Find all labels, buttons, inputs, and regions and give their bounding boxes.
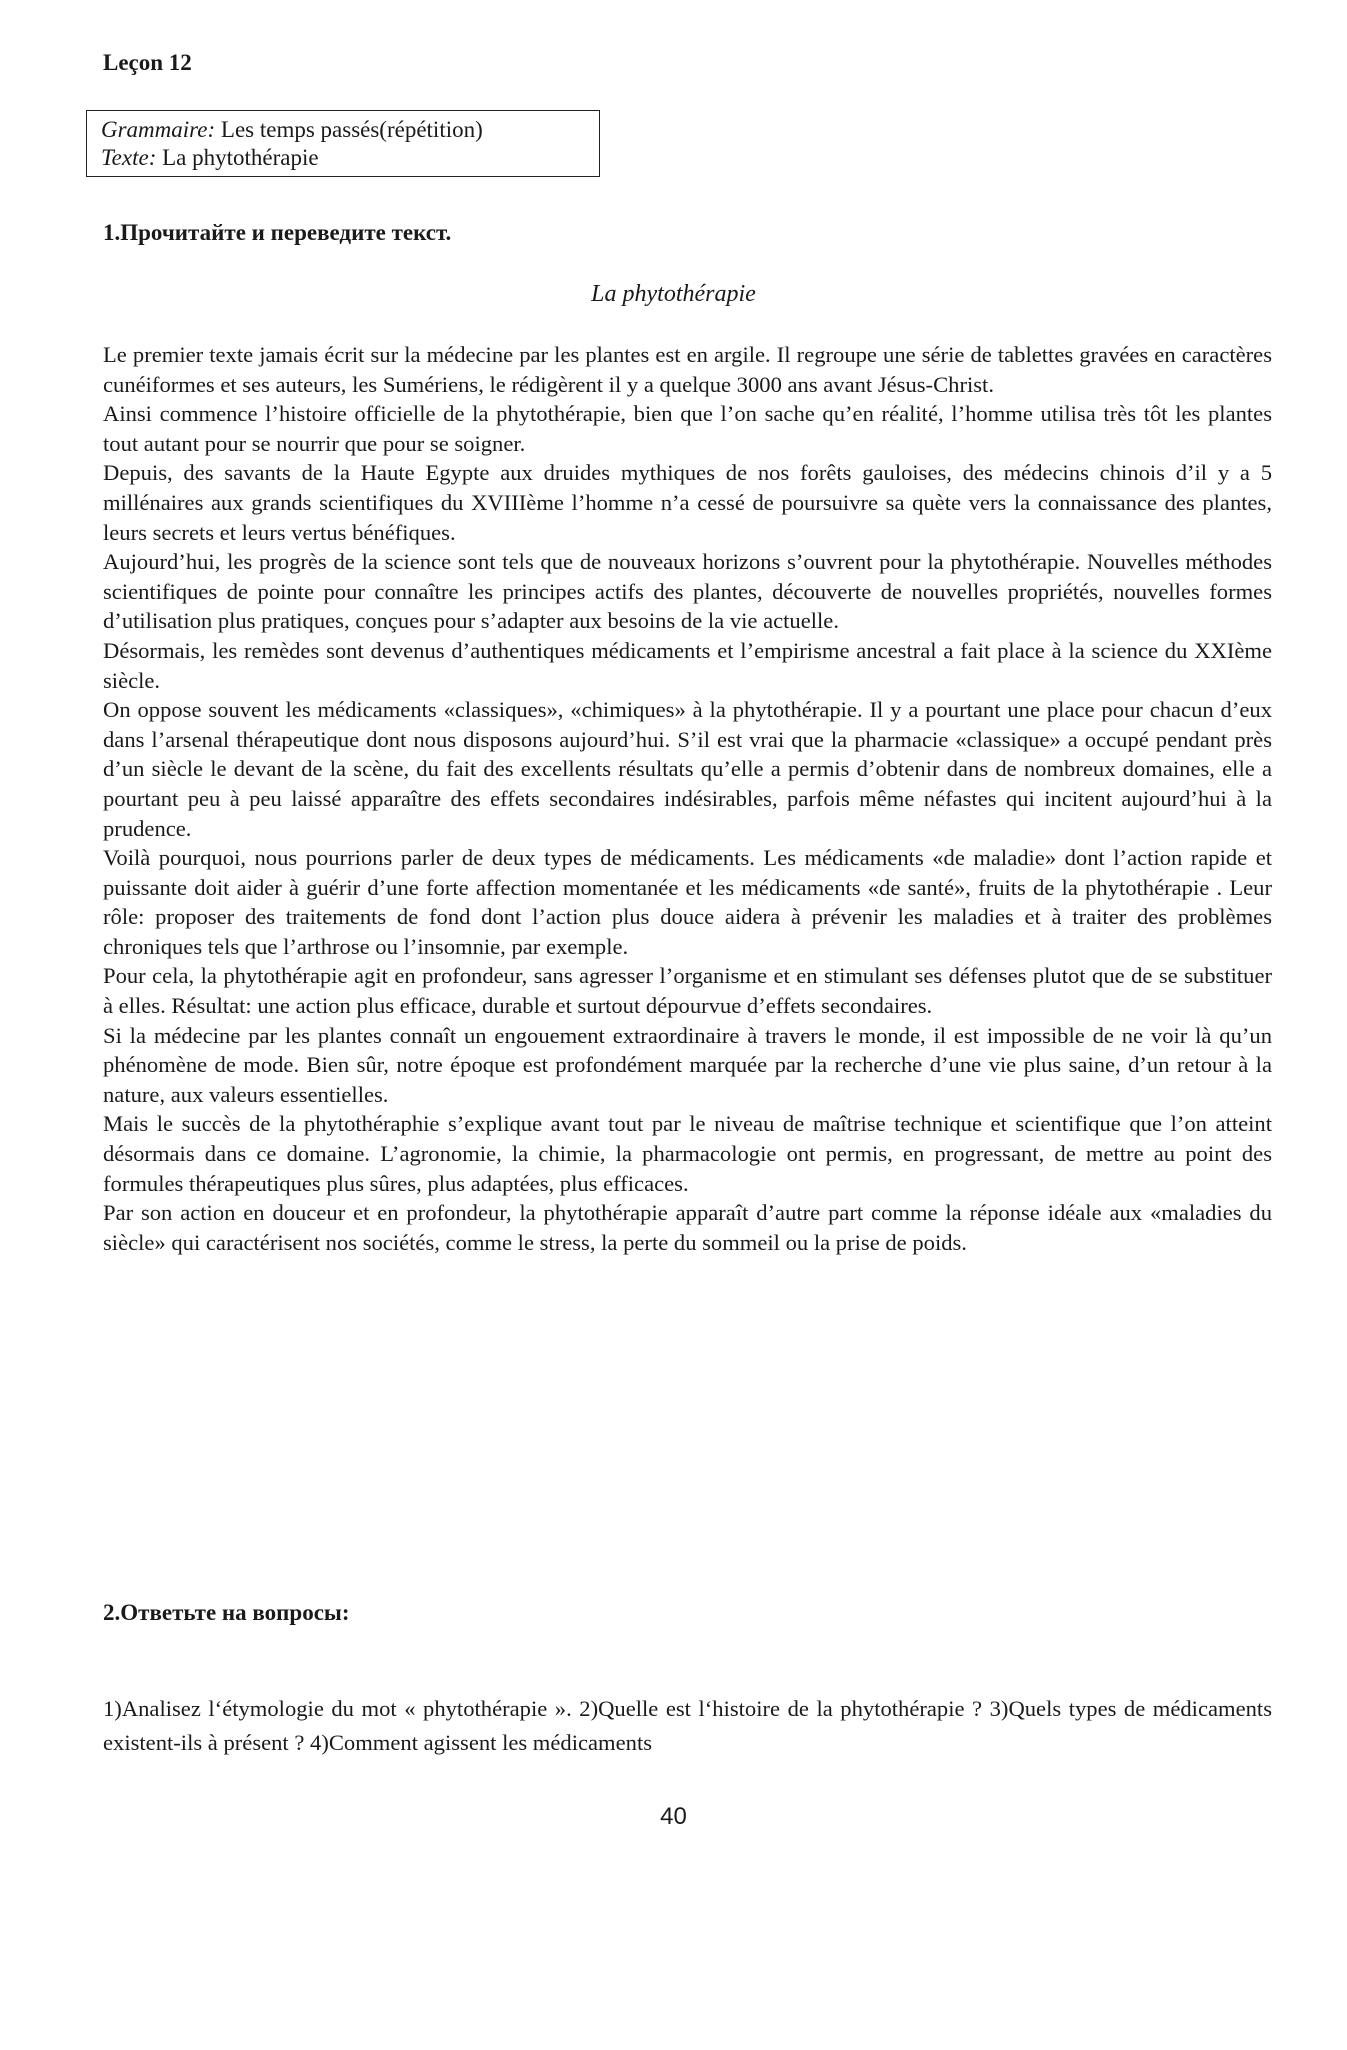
paragraph: On oppose souvent les médicaments «classiques», «chimiques» à la phytothérapie. Il y a pourtant une place pour chacun d’eux dans l’arsenal thérapeutique dont nous disposons aujourd’hui. S’il est vrai que la pharmacie «classique» a occupé pendant près d’un siècle le devant de la scène, du fait des excellents résultats qu’elle a permis d’obtenir dans de nombreux domaines, elle a pourtant peu à peu laissé apparaître des effets secondaires indésirables, parfois même néfastes qui incitent aujourd’hui à la prudence.: [103, 697, 1272, 841]
paragraph: Ainsi commence l’histoire officielle de la phytothérapie, bien que l’on sache qu’en réalité, l’homme utilisa très tôt les plantes tout autant pour se nourrir que pour se soigner.: [103, 401, 1272, 456]
text-body: [103, 340, 1272, 1257]
page-number: 40: [660, 1803, 687, 1830]
paragraph: Si la médecine par les plantes connaît un engouement extraordinaire à travers le monde, il est impossible de ne voir là qu’un phénomène de mode. Bien sûr, notre époque est profondément marquée par la recherche d’une vie plus saine, d’un retour à la nature, aux valeurs essentielles.: [103, 1022, 1272, 1107]
paragraph: Aujourd’hui, les progrès de la science sont tels que de nouveaux horizons s’ouvrent pour la phytothérapie. Nouvelles méthodes scientifiques de pointe pour connaître les principes actifs des plantes, découverte de nouvelles propriétés, nouvelles formes d’utilisation plus pratiques, conçues pour s’adapter aux besoins de la vie actuelle.: [103, 549, 1272, 634]
text-label: Texte:: [101, 145, 157, 170]
grammar-label: Grammaire:: [101, 117, 216, 142]
exercise-2-heading: 2.Ответьте на вопросы:: [103, 1600, 350, 1625]
questions-text: 1)Analisez l‘étymologie du mot « phytothérapie ». 2)Quelle est l‘histoire de la phytothérapie ? 3)Quels types de médicaments existent-ils à présent ? 4)Comment agissent les médicaments: [103, 1696, 1272, 1755]
grammar-line: [101, 116, 599, 144]
grammar-value: Les temps passés(répétition): [215, 117, 483, 142]
text-title: La phytothérapie: [591, 281, 756, 307]
paragraph: Le premier texte jamais écrit sur la médecine par les plantes est en argile. Il regroupe une série de tablettes gravées en caractères cunéiformes et ses auteurs, les Sumériens, le rédigèrent il y a quelque 3000 ans avant Jésus-Christ.: [103, 342, 1272, 397]
paragraph: Pour cela, la phytothérapie agit en profondeur, sans agresser l’organisme et en stimulant ses défenses plutot que de se substituer à elles. Résultat: une action plus efficace, durable et surtout dépourvue d’effets secondaires.: [103, 963, 1272, 1019]
text-line: [101, 144, 599, 172]
lesson-heading: Leçon 12: [103, 50, 192, 75]
paragraph: Voilà pourquoi, nous pourrions parler de deux types de médicaments. Les médicaments «de maladie» dont l’action rapide et puissante doit aider à guérir d’une forte affection momentanée et les médicaments «de santé», fruits de la phytothérapie . Leur rôle: proposer des traitements de fond dont l’action plus douce aidera à prévenir les maladies et à traiter des problèmes chroniques tels que l’arthrose ou l’insomnie, par exemple.: [103, 845, 1272, 959]
paragraph: Depuis, des savants de la Haute Egypte aux druides mythiques de nos forêts gauloises, des médecins chinois d’il y a 5 millénaires aux grands scientifiques du XVIIIème l’homme n’a cessé de poursuivre sa quète vers la connaissance des plantes, leurs secrets et leurs vertus bénéfiques.: [103, 460, 1272, 545]
text-value: La phytothérapie: [156, 145, 319, 170]
paragraph: Par son action en douceur et en profondeur, la phytothérapie apparaît d’autre part comme la réponse idéale aux «maladies du siècle» qui caractérisent nos sociétés, comme le stress, la perte du sommeil ou la prise de poids.: [103, 1200, 1272, 1255]
topic-box: [86, 110, 600, 177]
exercise-1-heading: 1.Прочитайте и переведите текст.: [103, 220, 452, 245]
paragraph: Désormais, les remèdes sont devenus d’authentiques médicaments et l’empirisme ancestral a fait place à la science du XXIème siècle.: [103, 637, 1272, 693]
paragraph: Mais le succès de la phytothéraphie s’explique avant tout par le niveau de maîtrise technique et scientifique que l’on atteint désormais dans ce domaine. L’agronomie, la chimie, la pharmacologie ont permis, en progressant, de mettre au point des formules thérapeutiques plus sûres, plus adaptées, plus efficaces.: [103, 1111, 1272, 1196]
